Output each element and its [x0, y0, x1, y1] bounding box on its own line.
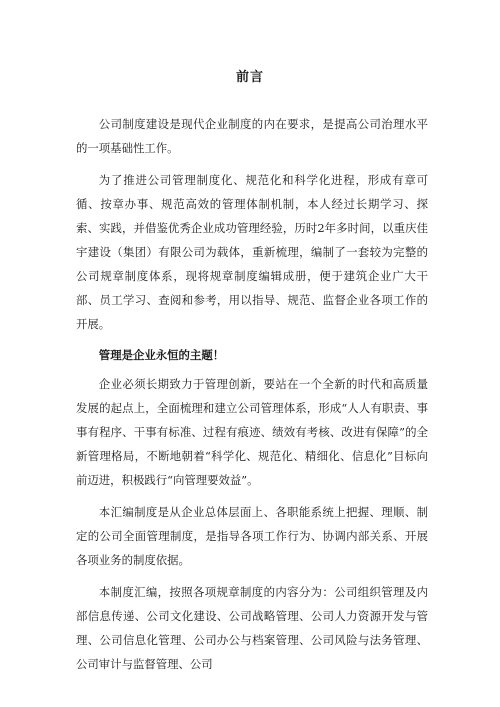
paragraph-4: 本汇编制度是从企业总体层面上、各职能系统上把握、理顺、制定的公司全面管理制度，是指导各项工作行为、协调内部关系、开展各项业务的制度依据。 — [76, 505, 428, 567]
paragraph-5: 本制度汇编，按照各项规章制度的内容分为：公司组织管理及内部信息传递、公司文化建设、公司战略管理、公司人力资源开发与管理、公司信息化管理、公司办公与档案管理、公司风险与法务管理、公司审计与监督管理、公司 — [76, 585, 428, 671]
paragraph-3: 企业必须长期致力于管理创新，要站在一个全新的时代和高质量发展的起点上，全面梳理和建立公司管理体系，形成“人人有职责、事事有程序、干事有标准、过程有痕迹、绩效有考核、改进有保障”的全新管理格局，不断地朝着“科学化、规范化、精细化、信息化”目标向前迈进，积极践行“向管理要效益”。 — [76, 377, 428, 487]
document-body — [76, 112, 428, 676]
paragraph-1: 公司制度建设是现代企业制度的内在要求，是提高公司治理水平的一项基础性工作。 — [76, 117, 428, 155]
paragraph-2: 为了推进公司管理制度化、规范化和科学化进程，形成有章可循、按章办事、规范高效的管理体制机制，本人经过长期学习、探索、实践，并借鉴优秀企业成功管理经验，历时2年多时间，以重庆佳宇建设（集团）有限公司为载体，重新梳理，编制了一套较为完整的公司规章制度体系，现将规章制度编辑成册，便于建筑企业广大干部、员工学习、查阅和参考，用以指导、规范、监督企业各项工作的开展。 — [76, 173, 428, 331]
document-title: 前言 — [235, 70, 264, 85]
section-heading: 管理是企业永恒的主题！ — [98, 348, 225, 362]
